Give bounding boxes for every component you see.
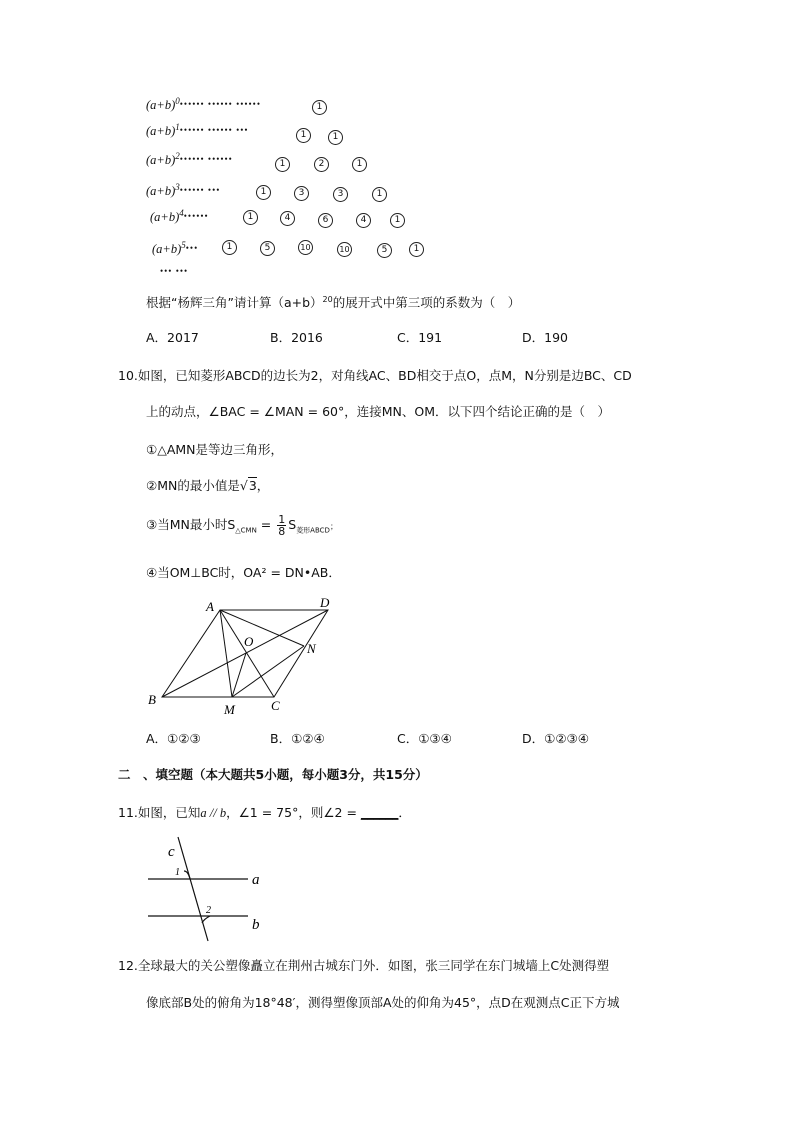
coefficient-circle: 1 — [256, 185, 271, 200]
coefficient-circle: 2 — [314, 157, 329, 172]
coefficient-circle: 1 — [222, 240, 237, 255]
pascal-row-1: $(a+b)^1••••••$ •••••• ••• — [146, 122, 249, 139]
q10-stem-line2: 上的动点，∠BAC = ∠MAN = 60°，连接MN、OM．以下四个结论正确的是（ ） — [146, 404, 610, 419]
coefficient-circle: 1 — [328, 130, 343, 145]
pascal-row-3: $(a+b)^3••••••$ ••• — [146, 182, 221, 199]
label-d: D — [320, 595, 330, 610]
label-c: c — [168, 844, 175, 860]
line-c — [178, 837, 208, 941]
angle-1-arc — [184, 871, 190, 879]
segment-am — [220, 610, 232, 697]
coefficient-circle: 1 — [296, 128, 311, 143]
q10-option-b[interactable]: B．①②④ — [270, 731, 325, 746]
diagonal-bd — [162, 610, 328, 697]
label-a: a — [252, 872, 260, 888]
q10-conclusion-4: ④当OM⊥BC时，OA² = DN•AB． — [146, 565, 341, 580]
coefficient-circle: 1 — [352, 157, 367, 172]
q10-option-c[interactable]: C．①③④ — [397, 731, 452, 746]
q9-stem: 根据“杨辉三角”请计算$(a+b)^{20}$的展开式中第三项的系数为（ ） — [146, 295, 521, 311]
q10-conclusion-1: ①△AMN是等边三角形， — [146, 442, 284, 457]
label-angle-1: 1 — [175, 867, 180, 878]
coefficient-circle: 1 — [243, 210, 258, 225]
coefficient-circle: 1 — [390, 213, 405, 228]
label-m: M — [224, 702, 235, 717]
coefficient-circle: 5 — [260, 241, 275, 256]
label-o: O — [244, 634, 254, 649]
coefficient-circle: 3 — [333, 187, 348, 202]
coefficient-circle: 3 — [294, 186, 309, 201]
coefficient-circle: 10 — [337, 242, 352, 257]
coefficient-circle: 1 — [372, 187, 387, 202]
q9-option-d[interactable]: D．190 — [522, 330, 568, 345]
diagonal-ac — [220, 610, 274, 697]
coefficient-circle: 10 — [298, 240, 313, 255]
pascal-trailing-dots: ••• ••• — [160, 266, 189, 276]
coefficient-circle: 1 — [409, 242, 424, 257]
coefficient-circle: 4 — [280, 211, 295, 226]
q10-stem-line1: 10.如图，已知菱形ABCD的边长为2，对角线AC、BD相交于点O，点M，N分别是边BC、CD — [118, 368, 632, 383]
segment-an — [220, 610, 304, 646]
q10-option-d[interactable]: D．①②③④ — [522, 731, 589, 746]
q9-option-a[interactable]: A．2017 — [146, 330, 199, 345]
label-a: A — [206, 599, 214, 614]
q10-conclusion-2: ②MN的最小值是√3， — [146, 478, 270, 493]
coefficient-circle: 5 — [377, 243, 392, 258]
q10-conclusion-3: ③当MN最小时$S_{\triangle CMN}$ = $\frac{1}{8}$ $S_{菱形ABCD}$； — [146, 513, 338, 538]
label-c: C — [271, 698, 280, 713]
pascal-row-2: $(a+b)^2••••••$ •••••• — [146, 151, 233, 168]
pascal-row-4: $(a+b)^4••••••$ — [150, 208, 209, 225]
coefficient-circle: 4 — [356, 213, 371, 228]
pascal-row-0: $(a+b)^0••••••$ •••••• •••••• — [146, 96, 261, 113]
q11-stem: 11.如图，已知a // b，∠1 = 75°，则∠2 = ______． — [118, 805, 411, 820]
label-b: b — [252, 917, 260, 933]
label-b: B — [148, 692, 156, 707]
q10-option-a[interactable]: A．①②③ — [146, 731, 201, 746]
coefficient-circle: 1 — [275, 157, 290, 172]
label-n: N — [307, 641, 316, 656]
q12-stem-line2: 像底部B处的俯角为18°48′，测得塑像顶部A处的仰角为45°，点D在观测点C正下方城 — [146, 995, 620, 1010]
coefficient-circle: 6 — [318, 213, 333, 228]
q9-option-b[interactable]: B．2016 — [270, 330, 323, 345]
pascal-row-5: $(a+b)^5•••$ — [152, 240, 199, 257]
segment-mn — [232, 646, 304, 697]
section-2-title: 二 、填空题（本大题共5小题，每小题3分，共15分） — [118, 767, 428, 782]
q9-option-c[interactable]: C．191 — [397, 330, 443, 345]
q12-stem-line1: 12.全球最大的关公塑像矗立在荆州古城东门外．如图，张三同学在东门城墙上C处测得塑 — [118, 958, 610, 973]
coefficient-circle: 1 — [312, 100, 327, 115]
rhombus-abcd-figure — [140, 592, 350, 722]
label-angle-2: 2 — [206, 905, 211, 916]
angle-2-arc — [202, 916, 210, 923]
parallel-lines-figure — [140, 835, 280, 945]
